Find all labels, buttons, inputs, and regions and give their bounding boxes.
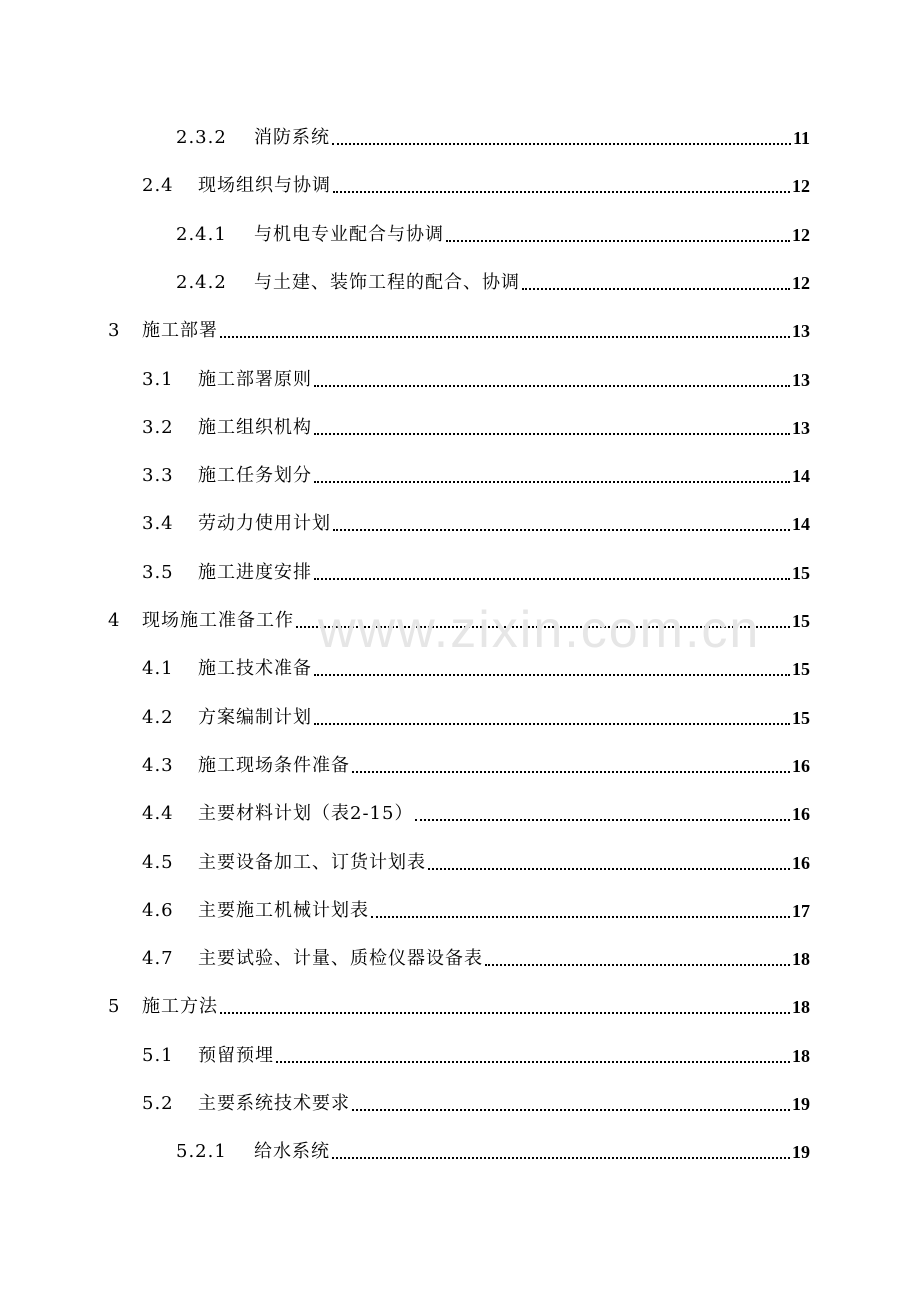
toc-dot-leader: [352, 771, 790, 773]
toc-entry-title: 主要施工机械计划表: [198, 900, 369, 921]
toc-entry-page-number: 15: [792, 708, 810, 728]
toc-entry-number: 4.1: [142, 658, 174, 679]
toc-dot-leader: [314, 723, 790, 725]
toc-entry-title: 现场组织与协调: [198, 175, 331, 196]
toc-entry-page-number: 13: [792, 370, 810, 390]
toc-dot-leader: [314, 674, 790, 676]
toc-entry-title: 施工技术准备: [198, 658, 312, 679]
toc-entry-page-number: 11: [792, 128, 810, 148]
toc-entry-number: 4.7: [142, 948, 174, 969]
toc-entry-title: 施工进度安排: [198, 562, 312, 583]
toc-entry-page-number: 16: [792, 756, 810, 776]
toc-entry[interactable]: [142, 750, 810, 778]
toc-entry[interactable]: [108, 315, 810, 343]
toc-entry-page-number: 12: [792, 225, 810, 245]
toc-entry[interactable]: [142, 364, 810, 392]
toc-entry[interactable]: [142, 702, 810, 730]
toc-entry-title: 消防系统: [254, 127, 330, 148]
toc-dot-leader: [220, 336, 790, 338]
toc-entry-number: 2.3.2: [176, 127, 227, 148]
toc-entry[interactable]: [176, 122, 810, 150]
toc-entry[interactable]: [142, 460, 810, 488]
toc-dot-leader: [314, 433, 790, 435]
toc-entry-title: 主要设备加工、订货计划表: [198, 852, 426, 873]
toc-entry[interactable]: [176, 219, 810, 247]
toc-entry-title: 主要材料计划（表2-15）: [198, 803, 414, 824]
toc-entry-page-number: 13: [792, 418, 810, 438]
toc-dot-leader: [276, 1061, 790, 1063]
toc-entry-page-number: 19: [792, 1142, 810, 1162]
toc-entry-page-number: 18: [792, 997, 810, 1017]
toc-dot-leader: [314, 481, 790, 483]
toc-dot-leader: [352, 1109, 790, 1111]
toc-dot-leader: [428, 868, 790, 870]
toc-entry-number: 4.2: [142, 707, 174, 728]
toc-entry[interactable]: [176, 267, 810, 295]
toc-entry-page-number: 15: [792, 611, 810, 631]
toc-entry-page-number: 19: [792, 1094, 810, 1114]
toc-entry-title: 主要系统技术要求: [198, 1093, 350, 1114]
toc-entry-number: 4: [108, 610, 121, 631]
toc-entry-number: 5.2.1: [176, 1141, 227, 1162]
toc-entry-page-number: 18: [792, 1046, 810, 1066]
toc-entry-number: 2.4.2: [176, 272, 227, 293]
toc-entry-title: 现场施工准备工作: [142, 610, 294, 631]
toc-entry-page-number: 17: [792, 901, 810, 921]
toc-entry-number: 5.2: [142, 1093, 174, 1114]
toc-dot-leader: [415, 819, 790, 821]
toc-entry[interactable]: [142, 653, 810, 681]
toc-entry-page-number: 15: [792, 563, 810, 583]
toc-entry-number: 3: [108, 320, 121, 341]
toc-entry-title: 施工部署原则: [198, 369, 312, 390]
toc-dot-leader: [485, 964, 790, 966]
toc-entry-number: 4.4: [142, 803, 174, 824]
toc-entry[interactable]: [142, 847, 810, 875]
toc-entry-title: 预留预埋: [198, 1045, 274, 1066]
toc-entry-number: 4.5: [142, 852, 174, 873]
watermark: www.zixin.com.cn: [318, 601, 761, 659]
toc-dot-leader: [332, 143, 791, 145]
toc-entry-number: 5: [108, 996, 121, 1017]
toc-dot-leader: [220, 1012, 790, 1014]
toc-entry[interactable]: [142, 1040, 810, 1068]
toc-entry-number: 2.4: [142, 175, 174, 196]
toc-entry-page-number: 16: [792, 853, 810, 873]
toc-entry-number: 3.3: [142, 465, 174, 486]
toc-entry[interactable]: [176, 1136, 810, 1164]
toc-entry-number: 3.2: [142, 417, 174, 438]
toc-entry-title: 主要试验、计量、质检仪器设备表: [198, 948, 483, 969]
toc-entry[interactable]: [142, 895, 810, 923]
toc-entry-number: 3.1: [142, 369, 174, 390]
toc-entry-title: 施工部署: [142, 320, 218, 341]
toc-entry-number: 4.6: [142, 900, 174, 921]
toc-entry-title: 给水系统: [254, 1141, 330, 1162]
toc-entry-title: 施工组织机构: [198, 417, 312, 438]
toc-entry[interactable]: [108, 605, 810, 633]
toc-entry-title: 施工现场条件准备: [198, 755, 350, 776]
toc-entry-page-number: 14: [792, 466, 810, 486]
toc-dot-leader: [314, 578, 790, 580]
toc-entry-page-number: 18: [792, 949, 810, 969]
toc-dot-leader: [332, 1157, 790, 1159]
toc-entry[interactable]: [142, 508, 810, 536]
toc-entry-page-number: 12: [792, 176, 810, 196]
toc-entry-page-number: 14: [792, 514, 810, 534]
toc-entry-page-number: 15: [792, 659, 810, 679]
toc-dot-leader: [522, 288, 790, 290]
toc-entry[interactable]: [142, 798, 810, 826]
toc-entry-number: 4.3: [142, 755, 174, 776]
toc-entry-page-number: 16: [792, 804, 810, 824]
toc-entry-title: 与机电专业配合与协调: [254, 224, 444, 245]
toc-entry-page-number: 12: [792, 273, 810, 293]
toc-dot-leader: [296, 626, 790, 628]
toc-entry[interactable]: [108, 991, 810, 1019]
toc-entry-number: 5.1: [142, 1045, 174, 1066]
toc-entry[interactable]: [142, 557, 810, 585]
toc-dot-leader: [314, 385, 790, 387]
toc-entry[interactable]: [142, 1088, 810, 1116]
toc-entry-title: 劳动力使用计划: [198, 513, 331, 534]
toc-entry-title: 施工任务划分: [198, 465, 312, 486]
toc-dot-leader: [371, 916, 790, 918]
toc-dot-leader: [446, 240, 790, 242]
toc-entry-title: 方案编制计划: [198, 707, 312, 728]
toc-entry-number: 3.5: [142, 562, 174, 583]
toc-entry[interactable]: [142, 412, 810, 440]
toc-dot-leader: [333, 191, 790, 193]
toc-entry-page-number: 13: [792, 321, 810, 341]
toc-entry[interactable]: [142, 943, 810, 971]
toc-entry[interactable]: [142, 170, 810, 198]
toc-entry-title: 施工方法: [142, 996, 218, 1017]
toc-entry-number: 2.4.1: [176, 224, 227, 245]
toc-dot-leader: [333, 529, 790, 531]
toc-entry-title: 与土建、装饰工程的配合、协调: [254, 272, 520, 293]
toc-entry-number: 3.4: [142, 513, 174, 534]
